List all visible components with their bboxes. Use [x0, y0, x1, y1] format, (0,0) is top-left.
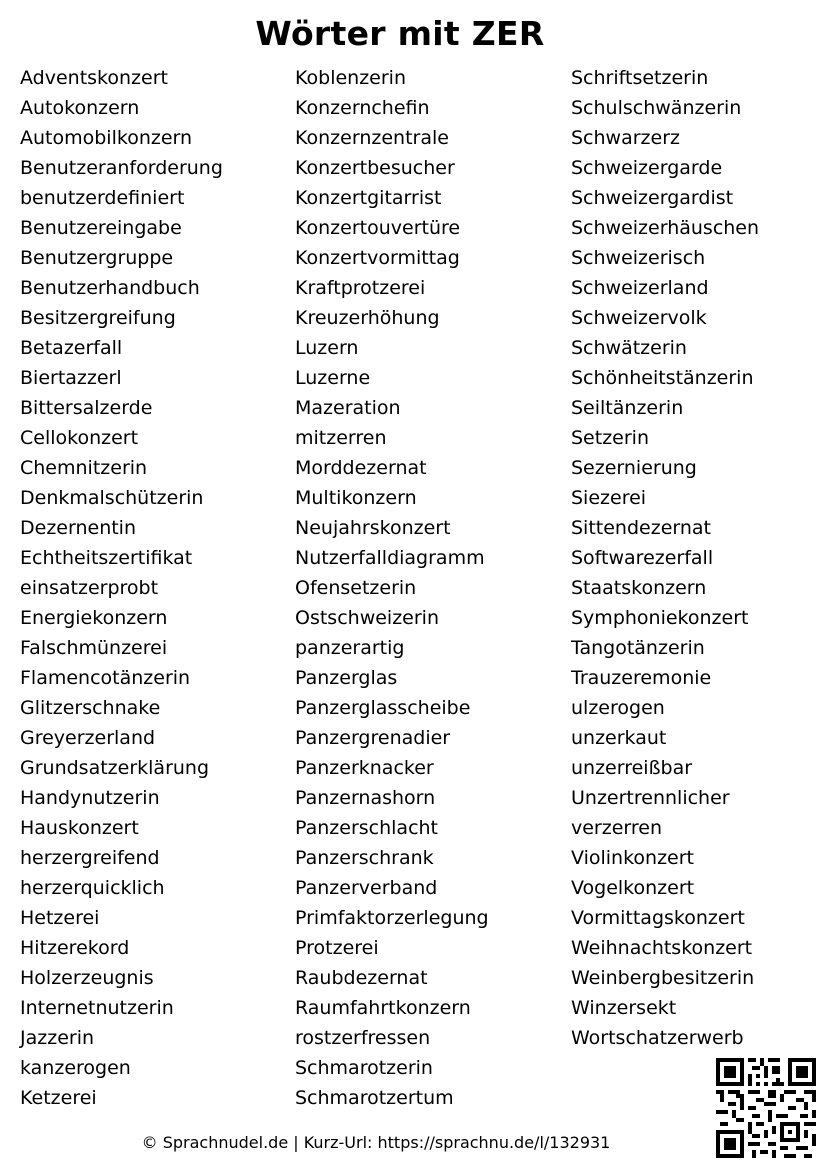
word-list-item: Vormittagskonzert: [571, 907, 745, 929]
word-list-item: Glitzerschnake: [20, 697, 161, 719]
word-list-item: Jazzerin: [20, 1027, 95, 1049]
word-list-item: Kreuzerhöhung: [295, 307, 440, 329]
word-list-item: Sezernierung: [571, 457, 697, 479]
word-list-item: Primfaktorzerlegung: [295, 907, 489, 929]
word-list-item: Hitzerekord: [20, 937, 130, 959]
word-list-item: Setzerin: [571, 427, 649, 449]
word-list-item: herzergreifend: [20, 847, 160, 869]
word-list-item: Dezernentin: [20, 517, 137, 539]
word-list-item: Vogelkonzert: [571, 877, 695, 899]
word-list-item: Konzertbesucher: [295, 157, 455, 179]
word-list-item: Panzergrenadier: [295, 727, 451, 749]
word-list-item: Multikonzern: [295, 487, 417, 509]
word-list-item: Cellokonzert: [20, 427, 139, 449]
word-list-item: Panzernashorn: [295, 787, 436, 809]
word-list-item: Konzernzentrale: [295, 127, 449, 149]
word-list-item: Trauzeremonie: [571, 667, 712, 689]
word-list-item: Kraftprotzerei: [295, 277, 426, 299]
word-list-item: Violinkonzert: [571, 847, 694, 869]
word-list-item: Winzersekt: [571, 997, 677, 1019]
word-list-item: Panzerverband: [295, 877, 438, 899]
word-list-item: Staatskonzern: [571, 577, 707, 599]
word-list-item: rostzerfressen: [295, 1027, 431, 1049]
word-column-1: [20, 63, 223, 1113]
word-list-item: Automobilkonzern: [20, 127, 193, 149]
word-list-item: unzerreißbar: [571, 757, 693, 779]
word-list-item: Weihnachtskonzert: [571, 937, 753, 959]
word-list-item: Konzertouvertüre: [295, 217, 461, 239]
word-list-item: Siezerei: [571, 487, 647, 509]
word-list-item: Koblenzerin: [295, 67, 407, 89]
word-list-item: Nutzerfalldiagramm: [295, 547, 485, 569]
word-list-item: Tangotänzerin: [571, 637, 705, 659]
word-list-item: panzerartig: [295, 637, 405, 659]
word-list-item: Adventskonzert: [20, 67, 168, 89]
word-list-item: Schwätzerin: [571, 337, 687, 359]
word-list-item: Ofensetzerin: [295, 577, 417, 599]
word-list-item: Ketzerei: [20, 1087, 97, 1109]
word-list-item: Konzertgitarrist: [295, 187, 442, 209]
word-list-item: Luzerne: [295, 367, 371, 389]
word-list-item: Schwarzerz: [571, 127, 680, 149]
word-list-item: Weinbergbesitzerin: [571, 967, 755, 989]
word-list-item: Unzertrennlicher: [571, 787, 730, 809]
word-list-item: Luzern: [295, 337, 359, 359]
page-title: Wörter mit ZER: [255, 14, 545, 53]
word-list-item: Grundsatzerklärung: [20, 757, 210, 779]
word-list-item: Schmarotzertum: [295, 1087, 454, 1109]
word-list-item: Falschmünzerei: [20, 637, 168, 659]
word-list-item: Benutzergruppe: [20, 247, 174, 269]
word-list-item: benutzerdefiniert: [20, 187, 185, 209]
word-list-item: einsatzerprobt: [20, 577, 159, 599]
word-list-item: Chemnitzerin: [20, 457, 148, 479]
word-list-item: Schweizerisch: [571, 247, 706, 269]
word-list-item: Raumfahrtkonzern: [295, 997, 471, 1019]
word-list-item: Hauskonzert: [20, 817, 139, 839]
word-list-item: Panzerglas: [295, 667, 398, 689]
word-list-item: Echtheitszertifikat: [20, 547, 193, 569]
word-list-item: Panzerknacker: [295, 757, 434, 779]
word-list-item: herzerquicklich: [20, 877, 165, 899]
word-list-item: Schweizergardist: [571, 187, 734, 209]
word-list-item: verzerren: [571, 817, 663, 839]
word-list-item: Panzerschrank: [295, 847, 434, 869]
word-list-item: Morddezernat: [295, 457, 427, 479]
word-list-item: Konzernchefin: [295, 97, 430, 119]
word-list-item: Schmarotzerin: [295, 1057, 433, 1079]
word-list-item: Neujahrskonzert: [295, 517, 451, 539]
word-list-item: Hetzerei: [20, 907, 100, 929]
word-list-item: Softwarezerfall: [571, 547, 714, 569]
word-list-item: ulzerogen: [571, 697, 665, 719]
word-list-item: Sittendezernat: [571, 517, 711, 539]
word-list-item: Raubdezernat: [295, 967, 428, 989]
word-list-item: Holzerzeugnis: [20, 967, 154, 989]
word-list-item: Wortschatzerwerb: [571, 1027, 744, 1049]
word-column-2: [295, 63, 489, 1113]
word-list-item: Schriftsetzerin: [571, 67, 709, 89]
word-list-item: Schweizerland: [571, 277, 709, 299]
word-list-item: Denkmalschützerin: [20, 487, 204, 509]
word-list-item: Panzerschlacht: [295, 817, 439, 839]
word-list-item: Panzerglasscheibe: [295, 697, 471, 719]
word-list-item: Seiltänzerin: [571, 397, 684, 419]
word-list-item: Besitzergreifung: [20, 307, 176, 329]
word-list-item: Schönheitstänzerin: [571, 367, 754, 389]
word-list-item: Symphoniekonzert: [571, 607, 749, 629]
word-list-item: Schweizervolk: [571, 307, 707, 329]
qr-code-icon: [716, 1058, 816, 1158]
word-list-item: Betazerfall: [20, 337, 123, 359]
word-list-item: Autokonzern: [20, 97, 140, 119]
word-list-item: Benutzerhandbuch: [20, 277, 200, 299]
word-list-item: Energiekonzern: [20, 607, 168, 629]
word-list-item: Internetnutzerin: [20, 997, 174, 1019]
word-list-item: Greyerzerland: [20, 727, 156, 749]
word-list-item: Flamencotänzerin: [20, 667, 191, 689]
word-list-item: Biertazzerl: [20, 367, 122, 389]
word-list-item: Konzertvormittag: [295, 247, 460, 269]
word-list-item: Bittersalzerde: [20, 397, 153, 419]
word-list-item: Schweizerhäuschen: [571, 217, 760, 239]
word-list-item: mitzerren: [295, 427, 387, 449]
word-list-item: Mazeration: [295, 397, 401, 419]
word-list-item: unzerkaut: [571, 727, 667, 749]
word-list-item: Schulschwänzerin: [571, 97, 742, 119]
word-column-3: [571, 63, 759, 1053]
word-list-item: Protzerei: [295, 937, 379, 959]
word-list-item: kanzerogen: [20, 1057, 131, 1079]
word-list-item: Benutzereingabe: [20, 217, 182, 239]
word-list-item: Ostschweizerin: [295, 607, 439, 629]
word-list-item: Schweizergarde: [571, 157, 723, 179]
footer-copyright: © Sprachnudel.de | Kurz-Url: https://sprachnu.de/l/132931: [141, 1133, 611, 1152]
word-list-item: Benutzeranforderung: [20, 157, 223, 179]
word-list-item: Handynutzerin: [20, 787, 160, 809]
